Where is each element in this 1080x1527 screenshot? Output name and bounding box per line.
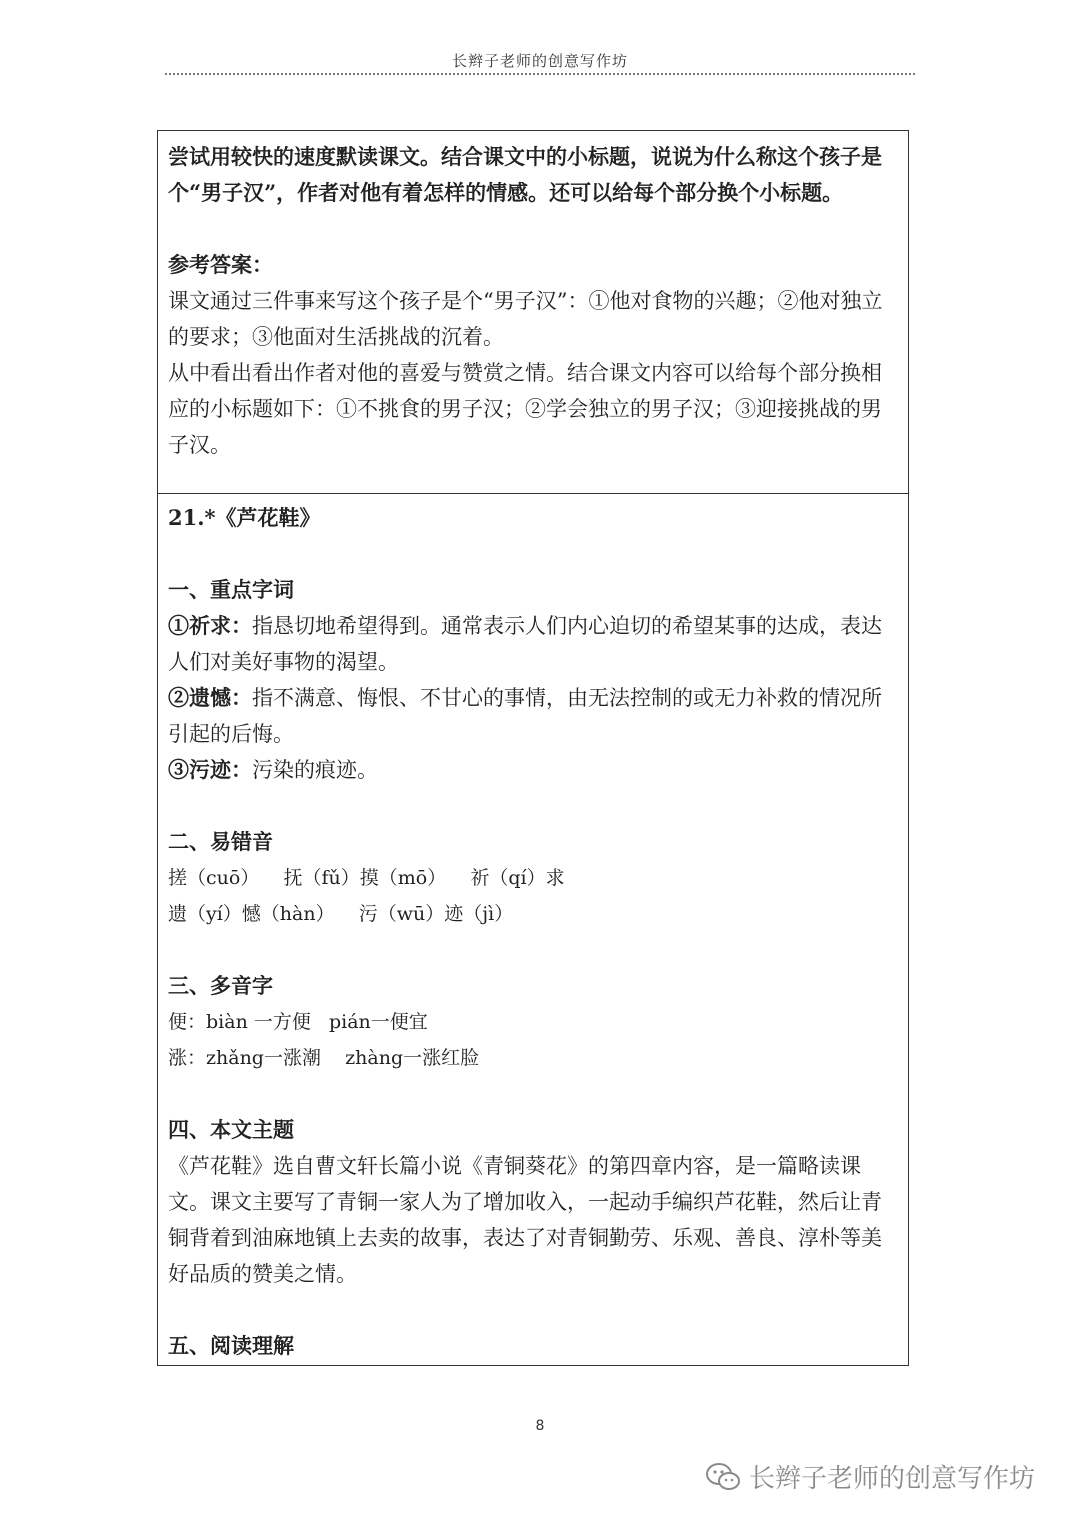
polyphone-line-2: 涨：zhǎng一涨潮 zhàng一涨红脸 <box>168 1047 480 1069</box>
pronunciation-line-2: 遗（yí）憾（hàn） 污（wū）迹（jì） <box>168 903 514 925</box>
word-entry-1 <box>168 608 898 680</box>
watermark-text: 长辫子老师的创意写作坊 <box>749 1464 1036 1494</box>
page-number: 8 <box>535 1418 545 1434</box>
word-definition: 指不满意、悔恨、不甘心的事情，由无法控制的或无力补救的情况所引起的后悔。 <box>168 686 882 746</box>
pronunciation-line-1: 搓（cuō） 抚（fǔ）摸（mō） 祈（qí）求 <box>168 867 565 889</box>
theme-paragraph: 《芦花鞋》选自曹文轩长篇小说《青铜葵花》的第四章内容，是一篇略读课文。课文主要写了青铜一家人为了增加收入，一起动手编织芦花鞋，然后让青铜背着到油麻地镇上去卖的故事，表达了对青铜勤劳、乐观、善良、淳朴等美好品质的赞美之情。 <box>168 1154 882 1286</box>
word-entry-2 <box>168 680 898 752</box>
answer-paragraph-2: 从中看出看出作者对他的喜爱与赞赏之情。结合课文内容可以给每个部分换相应的小标题如下：①不挑食的男子汉；②学会独立的男子汉；③迎接挑战的男子汉。 <box>168 361 882 457</box>
answer-paragraph-1: 课文通过三件事来写这个孩子是个“男子汉”：①他对食物的兴趣；②他对独立的要求；③他面对生活挑战的沉着。 <box>168 289 883 349</box>
word-definition: 污染的痕迹。 <box>252 758 378 782</box>
section-theme-title: 四、本文主题 <box>168 1117 294 1142</box>
lesson-title: 21.*《芦花鞋》 <box>168 505 321 530</box>
word-entry-3 <box>168 752 898 788</box>
wechat-icon <box>705 1462 741 1492</box>
section-key-words-title: 一、重点字词 <box>168 577 294 602</box>
polyphone-line-1: 便：biàn 一方便 pián一便宜 <box>168 1011 428 1033</box>
word-term: ①祈求： <box>168 613 252 638</box>
section-pronunciation-title: 二、易错音 <box>168 829 273 854</box>
question-answer-box <box>157 130 909 494</box>
answer-label: 参考答案： <box>168 252 273 277</box>
word-definition: 指恳切地希望得到。通常表示人们内心迫切的希望某事的达成，表达人们对美好事物的渴望。 <box>168 614 882 674</box>
header-title: 长辫子老师的创意写作坊 <box>451 52 628 70</box>
watermark <box>705 1458 1035 1495</box>
question-text: 尝试用较快的速度默读课文。结合课文中的小标题，说说为什么称这个孩子是个“男子汉”，作者对他有着怎样的情感。还可以给每个部分换个小标题。 <box>168 144 882 205</box>
lesson-notes-box <box>157 493 909 1366</box>
word-term: ②遗憾： <box>168 685 252 710</box>
header-divider <box>165 73 915 75</box>
word-term: ③污迹： <box>168 757 252 782</box>
section-reading-title: 五、阅读理解 <box>168 1333 294 1358</box>
section-polyphone-title: 三、多音字 <box>168 973 273 998</box>
